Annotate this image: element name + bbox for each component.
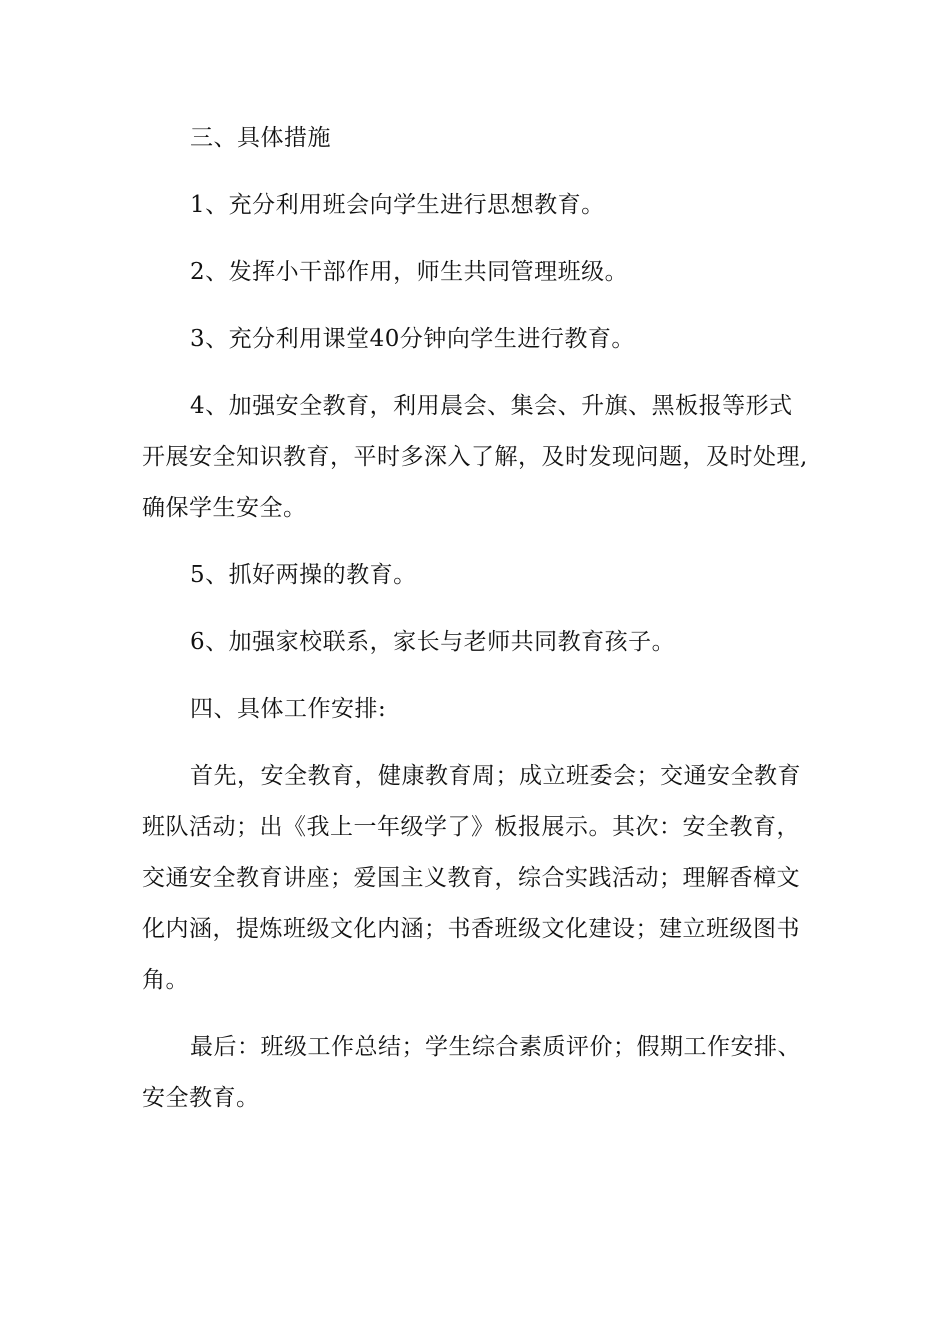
measure-item-1: 1、充分利用班会向学生进行思想教育。 — [190, 192, 605, 218]
schedule-paragraph-first: 首先，安全教育，健康教育周；成立班委会；交通安全教育班队活动；出《我上一年级学了》板报展示。其次：安全教育，交通安全教育讲座；爱国主义教育，综合实践活动；理解香樟文化内涵，提炼班级文化内涵；书香班级文化建设；建立班级图书角。 — [142, 763, 801, 993]
measure-item-2: 2、发挥小干部作用，师生共同管理班级。 — [190, 259, 629, 285]
section-heading-schedule: 四、具体工作安排: — [190, 696, 387, 722]
schedule-paragraph-last: 最后：班级工作总结；学生综合素质评价；假期工作安排、安全教育。 — [142, 1034, 801, 1111]
measure-item-5: 5、抓好两操的教育。 — [190, 562, 417, 588]
section-heading-measures: 三、具体措施 — [190, 125, 331, 151]
measure-item-4: 4、加强安全教育，利用晨会、集会、升旗、黑板报等形式开展安全知识教育，平时多深入了解，及时发现问题，及时处理,确保学生安全。 — [142, 393, 808, 521]
measure-item-6: 6、加强家校联系，家长与老师共同教育孩子。 — [190, 629, 676, 655]
document-body — [142, 113, 810, 1124]
measure-item-3: 3、充分利用课堂40分钟向学生进行教育。 — [190, 326, 635, 352]
